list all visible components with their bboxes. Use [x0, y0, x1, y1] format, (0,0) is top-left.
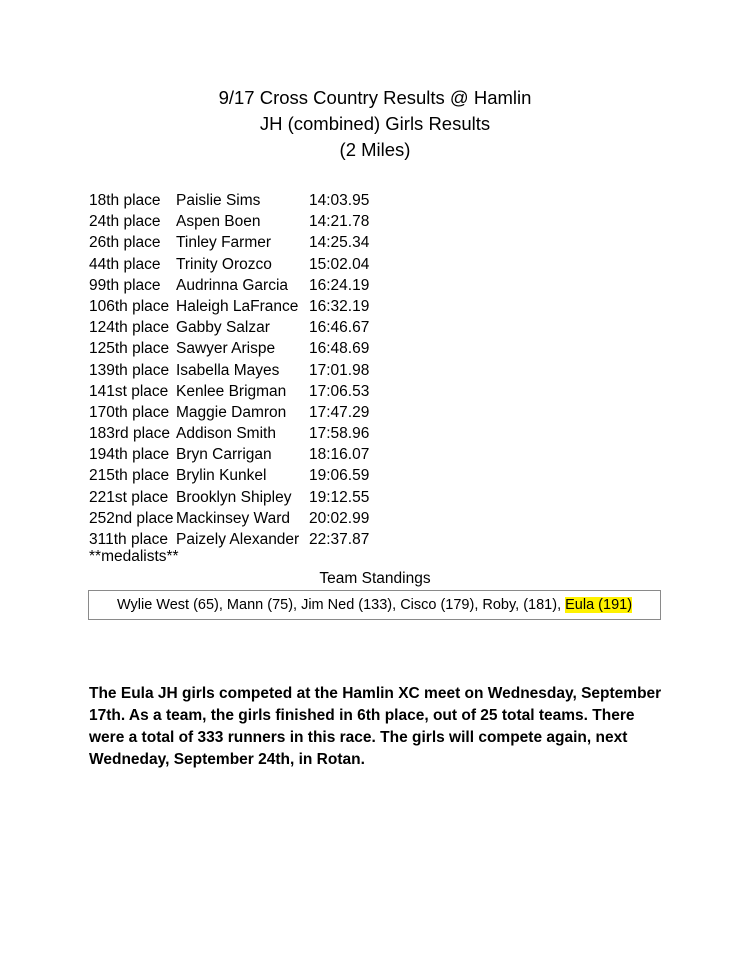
result-place: 194th place [89, 446, 170, 464]
team-standings-highlighted: Eula (191) [565, 597, 633, 613]
result-time: 19:12.55 [309, 488, 370, 506]
result-place: 183rd place [89, 425, 171, 443]
result-time: 16:24.19 [309, 276, 370, 294]
result-place: 99th place [89, 276, 161, 294]
result-time: 14:03.95 [309, 192, 370, 209]
result-time: 18:16.07 [309, 446, 370, 464]
result-place: 24th place [89, 213, 161, 231]
result-place: 141st place [89, 382, 169, 400]
result-time: 15:02.04 [309, 255, 370, 273]
result-name: Aspen Boen [176, 213, 261, 231]
result-place: 26th place [89, 234, 161, 252]
result-name: Haleigh LaFrance [176, 297, 299, 315]
result-name: Addison Smith [176, 425, 276, 443]
result-place: 139th place [89, 361, 170, 379]
result-time: 17:58.96 [309, 425, 370, 443]
result-time: 17:06.53 [309, 382, 370, 400]
medalists-note: **medalists** [89, 548, 179, 565]
result-time: 22:37.87 [309, 531, 370, 548]
result-name: Brooklyn Shipley [176, 488, 292, 506]
team-standings-heading: Team Standings [319, 570, 431, 587]
result-name: Sawyer Arispe [176, 340, 276, 358]
result-place: 311th place [89, 531, 168, 548]
result-time: 17:47.29 [309, 403, 370, 421]
title-line-division: JH (combined) Girls Results [259, 113, 491, 134]
meet-summary-paragraph: The Eula JH girls competed at the Hamlin XC meet on Wednesday, September 17th. As a team, the girls finished in 6th place, out of 25 total teams. There were a total of 333 runners in this race. The girls will compete again, next Wedneday, September 24th, in Rotan. [89, 685, 662, 768]
result-time: 16:32.19 [309, 297, 370, 315]
title-line-distance: (2 Miles) [339, 139, 411, 160]
result-place: 124th place [89, 319, 170, 337]
result-name: Maggie Damron [176, 403, 287, 421]
result-name: Gabby Salzar [176, 319, 270, 337]
team-standings-text: Wylie West (65), Mann (75), Jim Ned (133), Cisco (179), Roby, (181), [116, 597, 566, 613]
result-name: Audrinna Garcia [176, 276, 289, 294]
result-place: 215th place [89, 467, 170, 485]
result-name: Isabella Mayes [176, 361, 280, 379]
result-place: 252nd place [89, 509, 174, 527]
result-place: 106th place [89, 297, 170, 315]
result-time: 17:01.98 [309, 361, 370, 379]
result-place: 44th place [89, 255, 161, 273]
result-name: Kenlee Brigman [176, 382, 287, 400]
result-name: Tinley Farmer [176, 234, 272, 252]
document-title [0, 85, 750, 163]
result-name: Trinity Orozco [176, 255, 272, 273]
result-place: 170th place [89, 403, 170, 421]
result-name: Brylin Kunkel [176, 467, 267, 485]
result-place: 221st place [89, 488, 169, 506]
result-time: 14:25.34 [309, 234, 370, 252]
result-time: 16:48.69 [309, 340, 370, 358]
result-time: 16:46.67 [309, 319, 370, 337]
result-name: Mackinsey Ward [176, 509, 290, 527]
title-line-meet: 9/17 Cross Country Results @ Hamlin [218, 87, 532, 108]
result-place: 125th place [89, 340, 170, 358]
result-time: 20:02.99 [309, 509, 370, 527]
result-place: 18th place [89, 192, 161, 209]
result-name: Paizely Alexander [176, 531, 300, 548]
result-name: Paislie Sims [176, 192, 261, 209]
result-time: 19:06.59 [309, 467, 370, 485]
result-name: Bryn Carrigan [176, 446, 272, 464]
team-standings-box [88, 590, 661, 620]
result-time: 14:21.78 [309, 213, 370, 231]
